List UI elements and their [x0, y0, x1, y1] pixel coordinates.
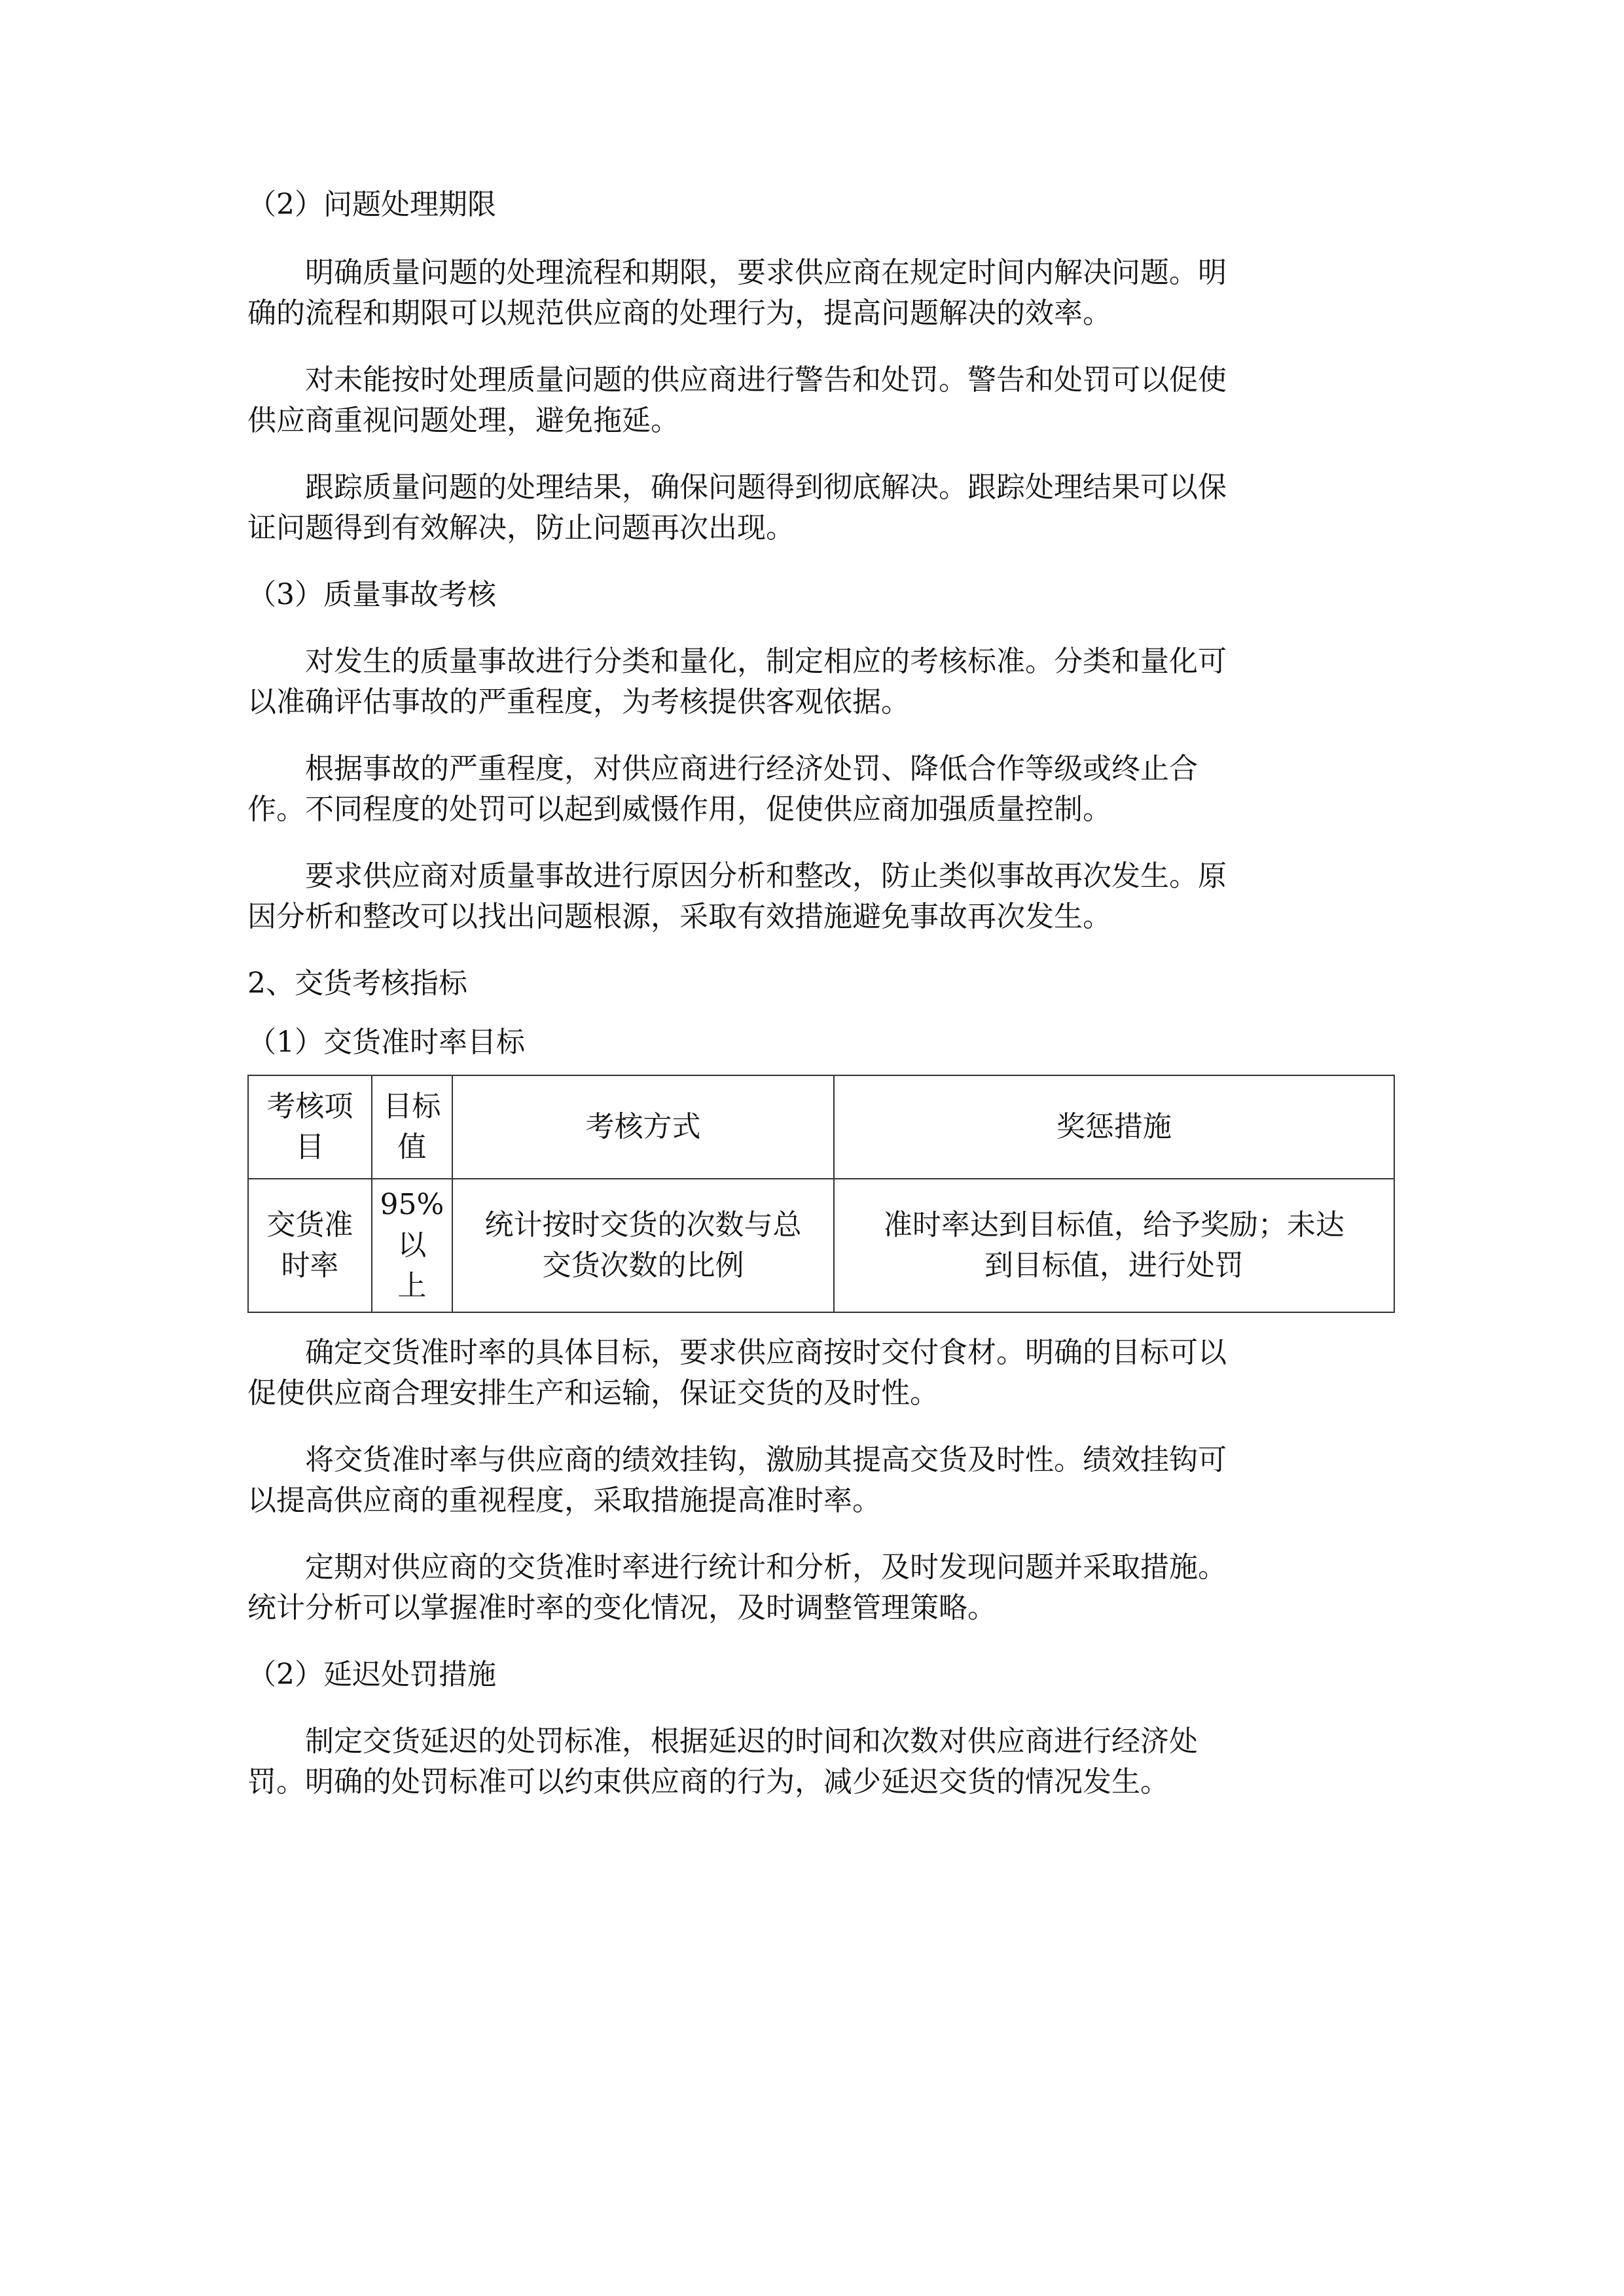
- cell-line: 准时率达到目标值，给予奖励；未达: [883, 1208, 1344, 1242]
- table-cell: [834, 1179, 1394, 1312]
- cell-line: 时率: [281, 1249, 339, 1282]
- para-line: 对发生的质量事故进行分类和量化，制定相应的考核标准。分类和量化可: [305, 645, 1227, 678]
- para-target-2: [247, 1440, 1390, 1521]
- para-target-3: [247, 1547, 1390, 1628]
- para-accident-2: [247, 749, 1390, 830]
- table-header-cell: [372, 1075, 453, 1179]
- cell-line: 交货次数的比例: [542, 1249, 744, 1282]
- para-line: 跟踪质量问题的处理结果，确保问题得到彻底解决。跟踪处理结果可以保: [305, 471, 1227, 504]
- heading-delivery-indicators: 2、交货考核指标: [247, 967, 467, 1000]
- cell-line: 考核方式: [585, 1110, 701, 1143]
- table-header-cell: [834, 1075, 1394, 1179]
- para-line: 明确质量问题的处理流程和期限，要求供应商在规定时间内解决问题。明: [305, 256, 1227, 289]
- para-line: 确的流程和期限可以规范供应商的处理行为，提高问题解决的效率。: [247, 296, 1111, 330]
- para-line: 确定交货准时率的具体目标，要求供应商按时交付食材。明确的目标可以: [305, 1336, 1227, 1369]
- cell-line: 值: [397, 1130, 427, 1164]
- heading-ontime-target: （1）交货准时率目标: [247, 1026, 525, 1059]
- heading-quality-accident: （3）质量事故考核: [247, 578, 496, 611]
- para-accident-3: [247, 856, 1390, 937]
- table-cell: [452, 1179, 834, 1312]
- heading-problem-deadline: （2）问题处理期限: [247, 188, 496, 221]
- para-delay-1: [247, 1721, 1390, 1803]
- delivery-assessment-table: [247, 1075, 1395, 1313]
- cell-line: 奖惩措施: [1056, 1110, 1172, 1143]
- para-line: 根据事故的严重程度，对供应商进行经济处罚、降低合作等级或终止合: [305, 752, 1198, 785]
- para-line: 作。不同程度的处罚可以起到威慑作用，促使供应商加强质量控制。: [247, 793, 1111, 826]
- para-accident-1: [247, 641, 1390, 723]
- table-row: [248, 1179, 1394, 1312]
- heading-delay-penalty: （2）延迟处罚措施: [247, 1658, 496, 1691]
- cell-line: 交货准: [266, 1208, 353, 1242]
- para-deadline-2: [247, 360, 1390, 441]
- para-line: 证问题得到有效解决，防止问题再次出现。: [247, 511, 795, 545]
- para-line: 将交货准时率与供应商的绩效挂钩，激励其提高交货及时性。绩效挂钩可: [305, 1443, 1227, 1477]
- para-line: 对未能按时处理质量问题的供应商进行警告和处罚。警告和处罚可以促使: [305, 363, 1227, 397]
- para-deadline-3: [247, 467, 1390, 548]
- para-target-1: [247, 1333, 1390, 1414]
- para-line: 制定交货延迟的处罚标准，根据延迟的时间和次数对供应商进行经济处: [305, 1725, 1198, 1758]
- cell-line: 统计按时交货的次数与总: [484, 1208, 802, 1242]
- para-line: 因分析和整改可以找出问题根源，采取有效措施避免事故再次发生。: [247, 900, 1111, 933]
- para-line: 要求供应商对质量事故进行原因分析和整改，防止类似事故再次发生。原: [305, 859, 1227, 893]
- cell-line: 目: [295, 1130, 325, 1164]
- cell-line: 上: [397, 1269, 427, 1302]
- para-line: 以准确评估事故的严重程度，为考核提供客观依据。: [247, 685, 910, 719]
- table-cell: [372, 1179, 453, 1312]
- para-line: 统计分析可以掌握准时率的变化情况，及时调整管理策略。: [247, 1591, 996, 1624]
- cell-line: 考核项: [266, 1090, 353, 1123]
- table-header-row: [248, 1075, 1394, 1179]
- cell-line: 到目标值，进行处罚: [984, 1249, 1244, 1282]
- table-header-cell: [248, 1075, 372, 1179]
- para-line: 定期对供应商的交货准时率进行统计和分析，及时发现问题并采取措施。: [305, 1551, 1227, 1584]
- table-cell: [248, 1179, 372, 1312]
- para-line: 促使供应商合理安排生产和运输，保证交货的及时性。: [247, 1376, 939, 1410]
- para-line: 供应商重视问题处理，避免拖延。: [247, 404, 679, 437]
- para-deadline-1: [247, 253, 1390, 334]
- cell-line: 95%以: [380, 1188, 444, 1262]
- cell-line: 目标: [383, 1090, 441, 1123]
- para-line: 罚。明确的处罚标准可以约束供应商的行为，减少延迟交货的情况发生。: [247, 1765, 1169, 1799]
- document-body: [247, 185, 1390, 1829]
- table-header-cell: [452, 1075, 834, 1179]
- para-line: 以提高供应商的重视程度，采取措施提高准时率。: [247, 1484, 881, 1517]
